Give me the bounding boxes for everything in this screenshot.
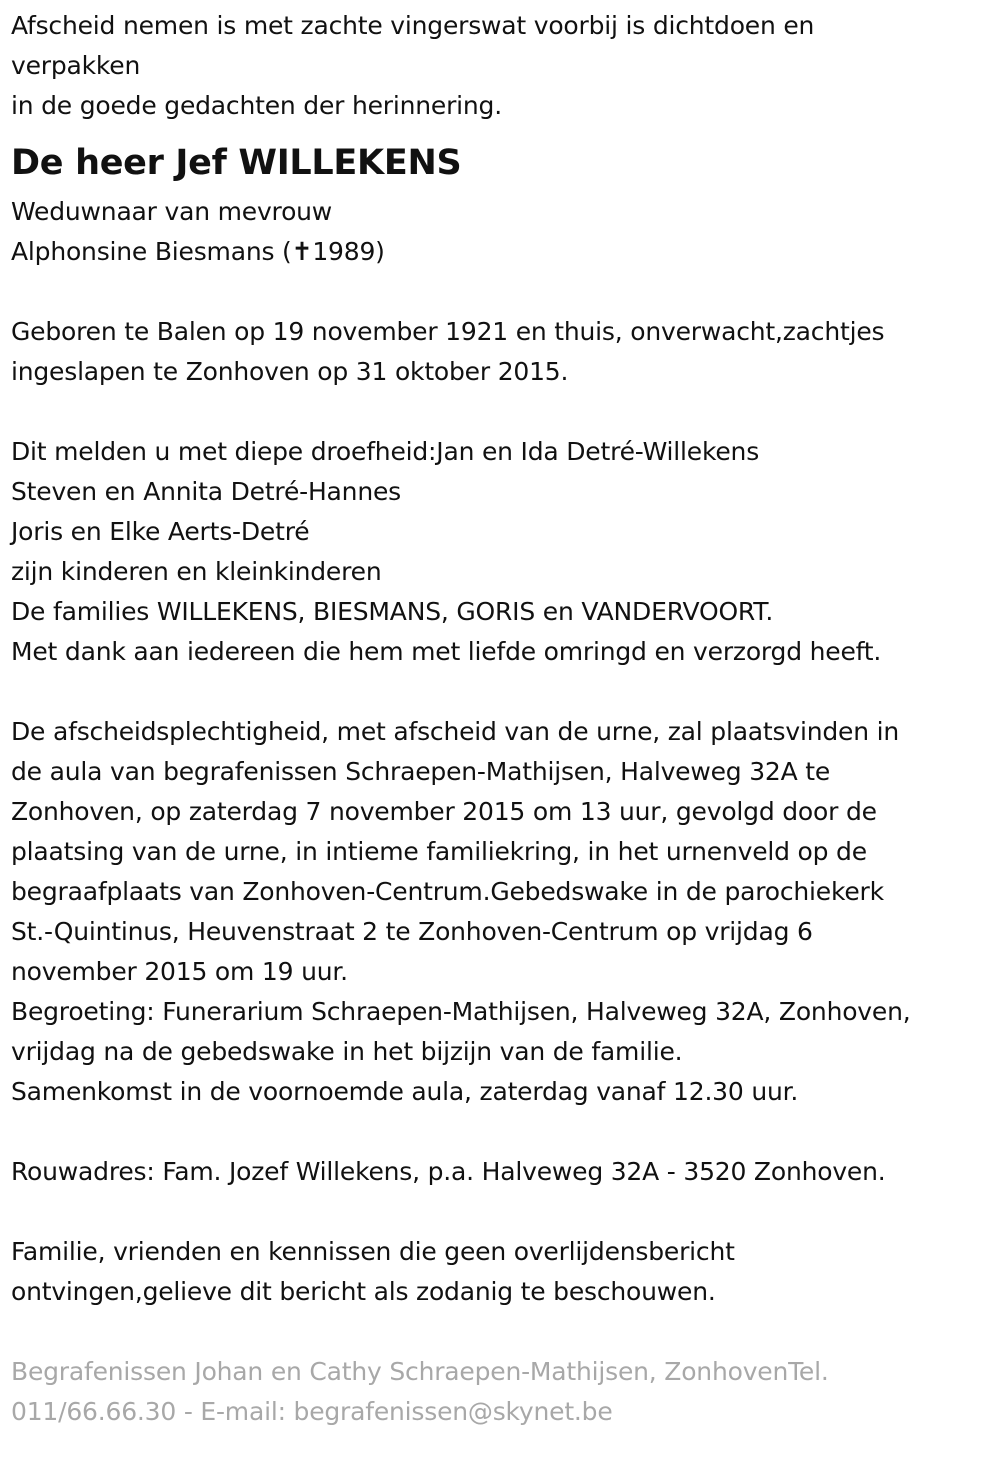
spacer: [11, 672, 986, 712]
intro-line: Afscheid nemen is met zachte vingerswat voorbij is dichtdoen en: [11, 11, 815, 40]
notice-line: Familie, vrienden en kennissen die geen overlijdensbericht: [11, 1237, 735, 1266]
spouse-line: Weduwnaar van mevrouw: [11, 197, 333, 226]
ceremony-line: Zonhoven, op zaterdag 7 november 2015 om 13 uur, gevolgd door de: [11, 797, 877, 826]
ceremony-line: Begroeting: Funerarium Schraepen-Mathijsen, Halveweg 32A, Zonhoven,: [11, 997, 911, 1026]
notice-text: [11, 1232, 986, 1312]
ceremony-line: de aula van begrafenissen Schraepen-Mathijsen, Halveweg 32A te: [11, 757, 831, 786]
birth-death-info: [11, 312, 986, 392]
family-line: Dit melden u met diepe droefheid:Jan en Ida Detré-Willekens: [11, 437, 760, 466]
funeral-home-footer: [11, 1352, 986, 1432]
ceremony-line: St.-Quintinus, Heuvenstraat 2 te Zonhoven-Centrum op vrijdag 6: [11, 917, 813, 946]
family-line: Joris en Elke Aerts-Detré: [11, 517, 310, 546]
birth-death-line: Geboren te Balen op 19 november 1921 en thuis, onverwacht,zachtjes: [11, 317, 885, 346]
footer-line: 011/66.66.30 - E-mail: begrafenissen@skynet.be: [11, 1397, 613, 1426]
address-line: Rouwadres: Fam. Jozef Willekens, p.a. Halveweg 32A - 3520 Zonhoven.: [11, 1157, 886, 1186]
intro-verse: [11, 6, 986, 126]
family-line: De families WILLEKENS, BIESMANS, GORIS en VANDERVOORT.: [11, 597, 774, 626]
footer-line: Begrafenissen Johan en Cathy Schraepen-Mathijsen, ZonhovenTel.: [11, 1357, 829, 1386]
spacer: [11, 1112, 986, 1152]
ceremony-line: begraafplaats van Zonhoven-Centrum.Gebedswake in de parochiekerk: [11, 877, 884, 906]
deceased-name-title: De heer Jef WILLEKENS: [11, 143, 462, 183]
ceremony-line: De afscheidsplechtigheid, met afscheid van de urne, zal plaatsvinden in: [11, 717, 899, 746]
spouse-info: [11, 192, 986, 272]
intro-line: in de goede gedachten der herinnering.: [11, 91, 502, 120]
ceremony-line: vrijdag na de gebedswake in het bijzijn van de familie.: [11, 1037, 683, 1066]
family-announcement: [11, 432, 986, 672]
ceremony-details: [11, 712, 986, 1112]
mourning-address: [11, 1152, 986, 1192]
family-line: Steven en Annita Detré-Hannes: [11, 477, 401, 506]
spouse-line: Alphonsine Biesmans (✝1989): [11, 237, 385, 266]
obituary-page: [11, 6, 986, 1432]
spacer: [11, 1312, 986, 1352]
intro-line: verpakken: [11, 51, 141, 80]
family-line: zijn kinderen en kleinkinderen: [11, 557, 382, 586]
family-line: Met dank aan iedereen die hem met liefde omringd en verzorgd heeft.: [11, 637, 882, 666]
notice-line: ontvingen,gelieve dit bericht als zodanig te beschouwen.: [11, 1277, 716, 1306]
spacer: [11, 392, 986, 432]
ceremony-line: Samenkomst in de voornoemde aula, zaterdag vanaf 12.30 uur.: [11, 1077, 799, 1106]
ceremony-line: november 2015 om 19 uur.: [11, 957, 348, 986]
ceremony-line: plaatsing van de urne, in intieme familiekring, in het urnenveld op de: [11, 837, 867, 866]
birth-death-line: ingeslapen te Zonhoven op 31 oktober 2015.: [11, 357, 569, 386]
spacer: [11, 1192, 986, 1232]
spacer: [11, 272, 986, 312]
